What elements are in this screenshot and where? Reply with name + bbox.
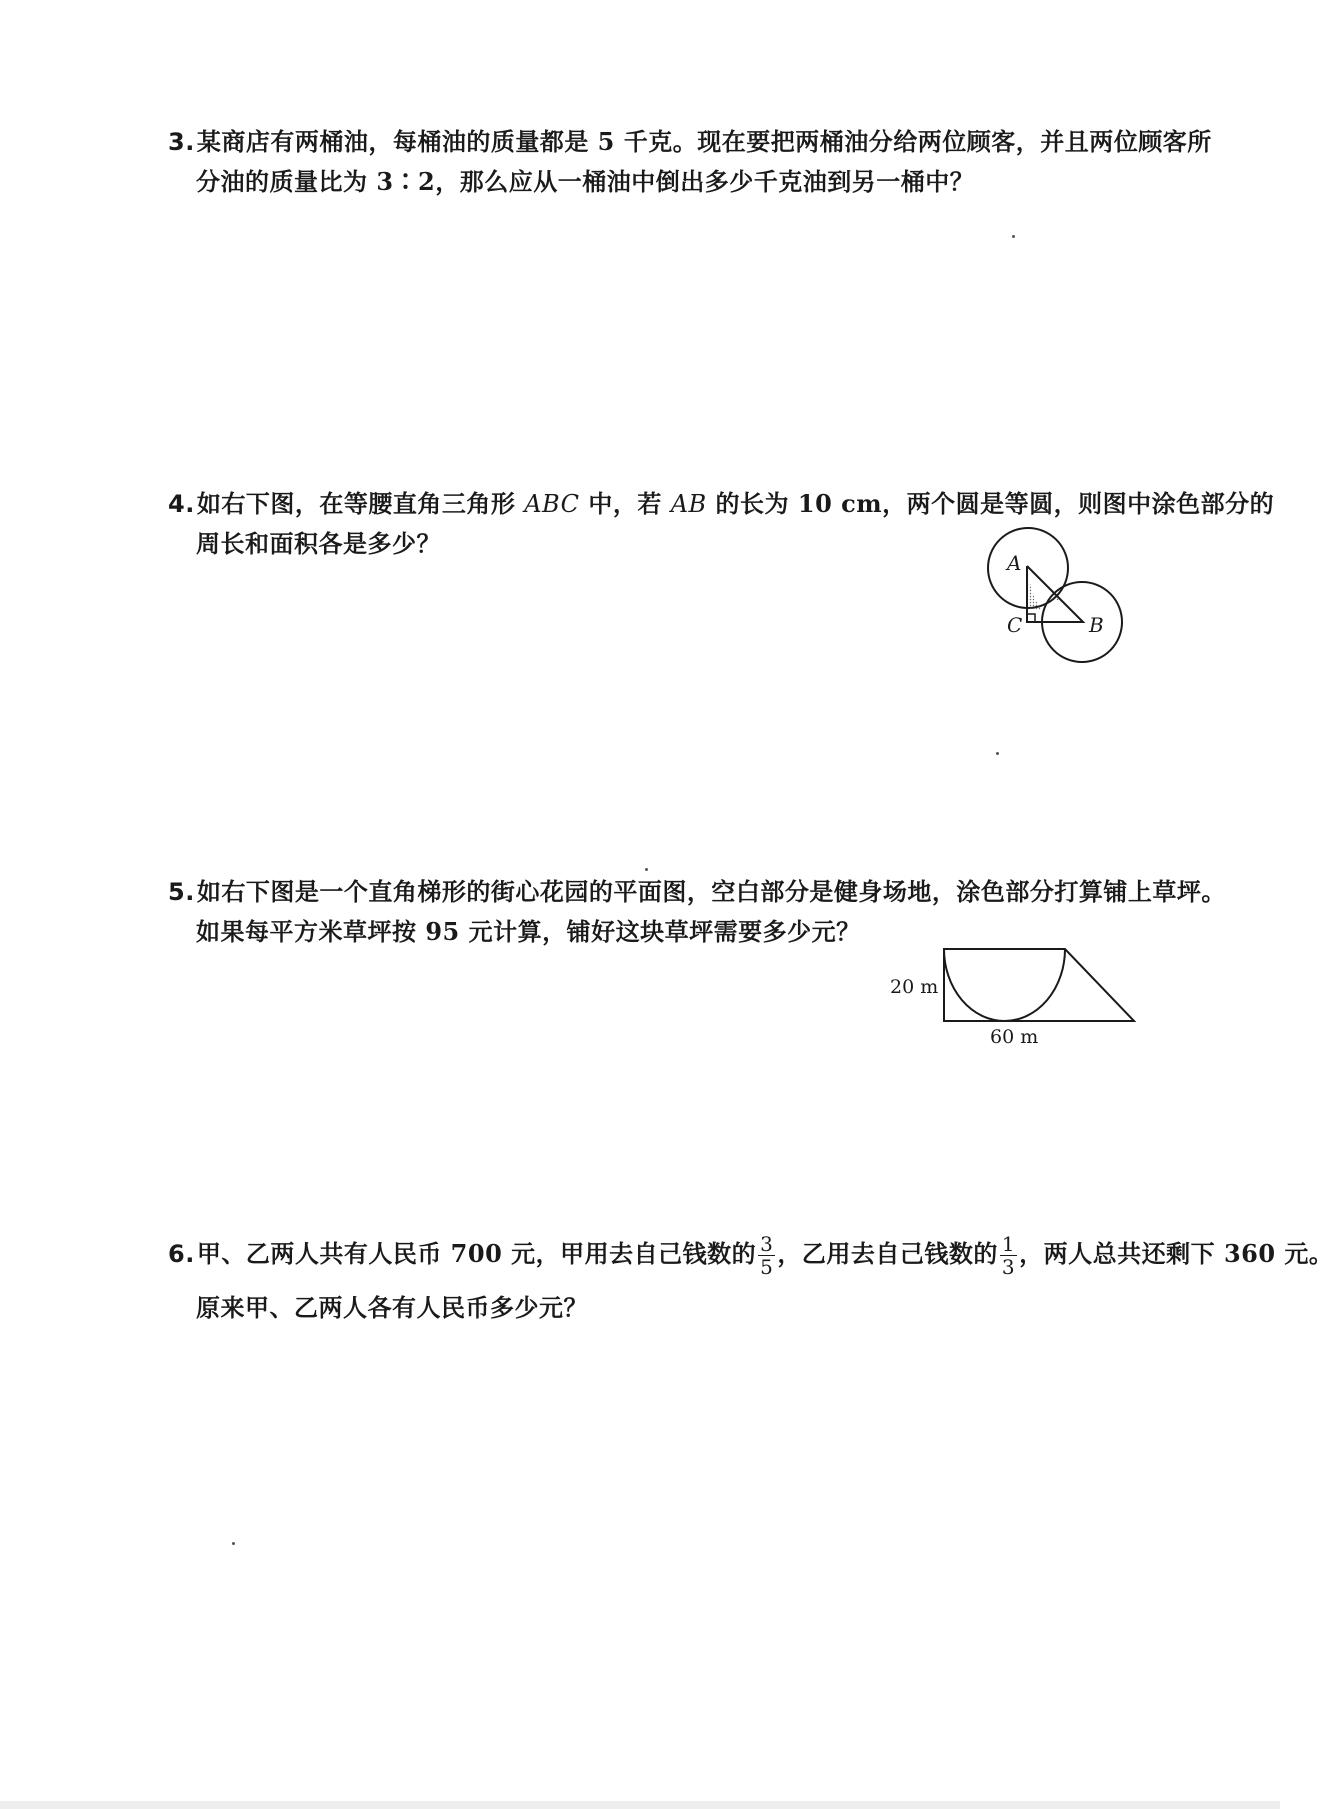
scan-speck bbox=[232, 1542, 235, 1545]
fraction-1-denominator: 5 bbox=[760, 1255, 774, 1279]
problem-4-line-1 bbox=[168, 484, 1275, 524]
problem-5-line-2: 如果每平方米草坪按 95 元计算，铺好这块草坪需要多少元？ bbox=[196, 917, 861, 946]
problem-5-text-1: 如右下图是一个直角梯形的街心花园的平面图，空白部分是健身场地，涂色部分打算铺上草坪。 bbox=[196, 877, 1226, 906]
height-label: 20 m bbox=[890, 976, 939, 998]
problem-3 bbox=[168, 122, 1212, 202]
problem-3-number: 3. bbox=[168, 128, 195, 156]
problem-5-figure bbox=[880, 945, 1140, 1048]
problem-6-text-b: ，乙用去自己钱数的 bbox=[777, 1239, 998, 1268]
problem-6-text-a: 甲、乙两人共有人民币 700 元，甲用去自己钱数的 bbox=[196, 1239, 757, 1268]
fraction-three-fifths bbox=[758, 1233, 775, 1278]
problem-6-line-1 bbox=[168, 1228, 1333, 1280]
problem-6 bbox=[168, 1228, 1333, 1328]
problem-6-text-c: ，两人总共还剩下 360 元。 bbox=[1019, 1239, 1333, 1268]
vertex-c-label: C bbox=[1007, 613, 1023, 637]
problem-3-text-1: 某商店有两桶油，每桶油的质量都是 5 千克。现在要把两桶油分给两位顾客，并且两位顾客所 bbox=[196, 127, 1212, 156]
vertex-a-label: A bbox=[1007, 551, 1022, 575]
problem-5-line-1 bbox=[168, 872, 1226, 912]
right-angle-mark bbox=[1027, 614, 1035, 622]
semicircle-field bbox=[944, 949, 1065, 1021]
problem-3-line-1 bbox=[168, 122, 1212, 162]
problem-5-number: 5. bbox=[168, 878, 195, 906]
problem-3-line-2: 分油的质量比为 3∶2，那么应从一桶油中倒出多少千克油到另一桶中？ bbox=[196, 167, 975, 196]
problem-4-text-c: 的长为 10 cm，两个圆是等圆，则图中涂色部分的 bbox=[706, 489, 1275, 518]
problem-4-figure bbox=[975, 520, 1145, 670]
base-label: 60 m bbox=[990, 1026, 1039, 1048]
problem-4-line-2: 周长和面积各是多少？ bbox=[196, 529, 441, 558]
problem-6-line-2: 原来甲、乙两人各有人民币多少元？ bbox=[196, 1293, 588, 1322]
scan-speck bbox=[1012, 235, 1015, 238]
scan-bottom-edge bbox=[0, 1801, 1280, 1809]
fraction-1-numerator: 3 bbox=[760, 1232, 774, 1256]
triangle-abc-label: ABC bbox=[524, 490, 580, 518]
problem-4-text-a: 如右下图，在等腰直角三角形 bbox=[196, 489, 525, 518]
fraction-2-denominator: 3 bbox=[1001, 1255, 1016, 1279]
problem-6-number: 6. bbox=[168, 1240, 195, 1268]
vertex-b-label: B bbox=[1089, 613, 1104, 637]
problem-4-number: 4. bbox=[168, 490, 195, 518]
segment-ab-label: AB bbox=[670, 490, 707, 518]
scan-speck bbox=[645, 868, 648, 871]
problem-4-text-b: 中，若 bbox=[579, 489, 671, 518]
problem-5 bbox=[168, 872, 1226, 952]
scan-speck bbox=[996, 752, 999, 755]
fraction-one-third bbox=[1000, 1233, 1017, 1278]
fraction-2-numerator: 1 bbox=[1001, 1232, 1016, 1256]
